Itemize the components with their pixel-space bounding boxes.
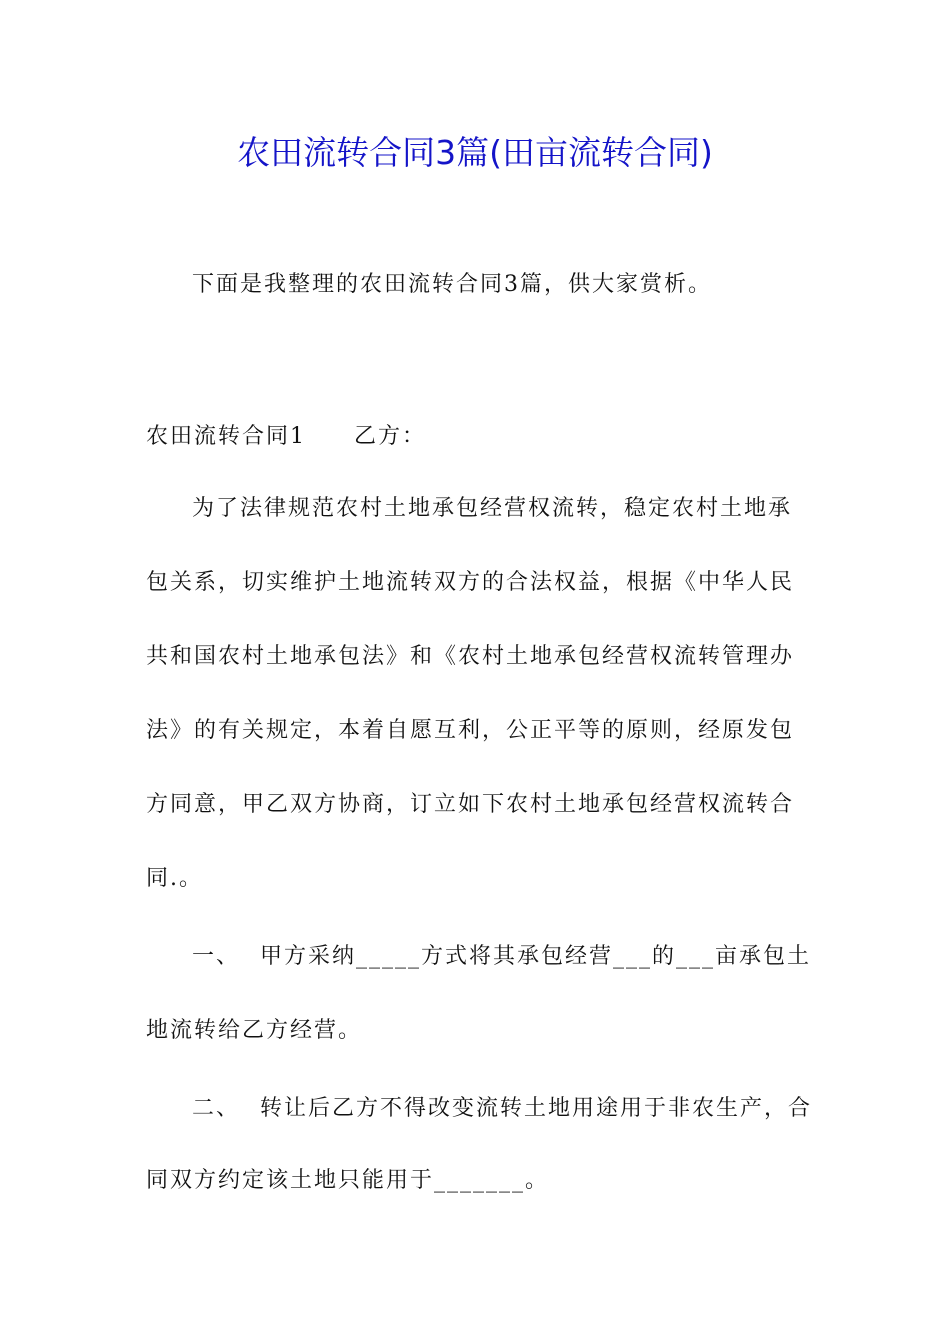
- paragraph-line: 包关系，切实维护土地流转双方的合法权益，根据《中华人民: [146, 570, 795, 595]
- party-label: 乙方：: [354, 424, 427, 449]
- intro-paragraph: 下面是我整理的农田流转合同3篇，供大家赏析。: [192, 272, 712, 297]
- clause-1: [192, 942, 812, 972]
- clause-1-text: 甲方采纳_____方式将其承包经营___的___亩承包土: [260, 944, 812, 969]
- clause-1-number: 一、: [192, 944, 241, 969]
- paragraph-line: 方同意，甲乙双方协商，订立如下农村土地承包经营权流转合: [146, 792, 795, 817]
- paragraph-line: 为了法律规范农村土地承包经营权流转，稳定农村土地承: [192, 496, 793, 521]
- clause-2: [192, 1094, 813, 1124]
- clause-1-continuation: 地流转给乙方经营。: [146, 1018, 363, 1043]
- paragraph-line: 同.。: [146, 866, 203, 891]
- clause-2-number: 二、: [192, 1096, 241, 1121]
- paragraph-line: 共和国农村土地承包法》和《农村土地承包经营权流转管理办: [146, 644, 795, 669]
- clause-2-text: 转让后乙方不得改变流转土地用途用于非农生产，合: [260, 1096, 813, 1121]
- paragraph-line: 法》的有关规定，本着自愿互利，公正平等的原则，经原发包: [146, 718, 795, 743]
- section-heading-row: [146, 422, 806, 452]
- clause-2-continuation: 同双方约定该土地只能用于_______。: [146, 1168, 550, 1193]
- document-title: 农田流转合同3篇(田亩流转合同): [237, 133, 713, 172]
- section-heading: 农田流转合同1: [146, 424, 306, 449]
